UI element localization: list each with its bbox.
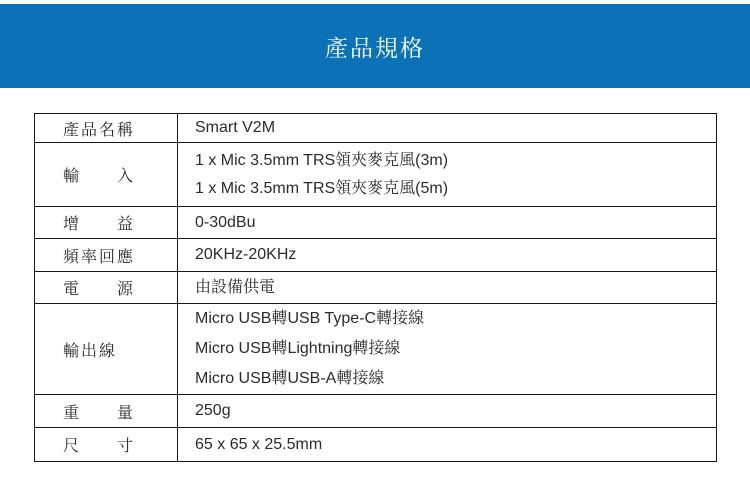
spec-value-frequency-response	[178, 239, 716, 271]
spec-value-power	[178, 272, 716, 303]
spec-value-gain	[178, 207, 716, 238]
spec-row-frequency-response	[35, 239, 716, 272]
spec-table	[34, 113, 717, 462]
spec-value-input	[178, 143, 716, 206]
spec-label-frequency-response: 頻率回應	[35, 239, 178, 271]
title-banner	[0, 4, 750, 88]
spec-value-line: 20KHz-20KHz	[195, 246, 297, 263]
spec-value-dimensions	[178, 428, 716, 461]
spec-value-product-name	[178, 114, 716, 142]
spec-value-output-cable	[178, 304, 716, 394]
spec-label-gain: 增 益	[35, 207, 178, 238]
spec-value-line: Micro USB轉USB Type-C轉接線	[195, 310, 425, 327]
spec-value-line: Micro USB轉Lightning轉接線	[195, 340, 401, 357]
spec-row-gain	[35, 207, 716, 239]
spec-row-input	[35, 143, 716, 207]
spec-label-product-name: 產品名稱	[35, 114, 178, 142]
spec-row-dimensions	[35, 428, 716, 461]
spec-value-line: 0-30dBu	[195, 213, 256, 231]
spec-label-dimensions: 尺 寸	[35, 428, 178, 461]
spec-row-power	[35, 272, 716, 304]
spec-value-line: Micro USB轉USB-A轉接線	[195, 370, 385, 387]
spec-value-line: 由設備供電	[195, 278, 276, 296]
spec-label-weight: 重 量	[35, 395, 178, 427]
spec-value-line: 250g	[195, 402, 231, 419]
spec-label-output-cable: 輸出線	[35, 304, 178, 394]
spec-value-line: 1 x Mic 3.5mm TRS領夾麥克風(5m)	[195, 179, 449, 197]
spec-row-product-name	[35, 114, 716, 143]
spec-row-weight	[35, 395, 716, 428]
spec-value-line: 65 x 65 x 25.5mm	[195, 435, 323, 453]
spec-label-input: 輸 入	[35, 143, 178, 206]
spec-value-line: 1 x Mic 3.5mm TRS領夾麥克風(3m)	[195, 151, 449, 169]
page-title: 產品規格	[325, 34, 425, 61]
spec-row-output-cable	[35, 304, 716, 395]
spec-label-power: 電 源	[35, 272, 178, 303]
spec-value-line: Smart V2M	[195, 119, 276, 136]
spec-value-weight	[178, 395, 716, 427]
